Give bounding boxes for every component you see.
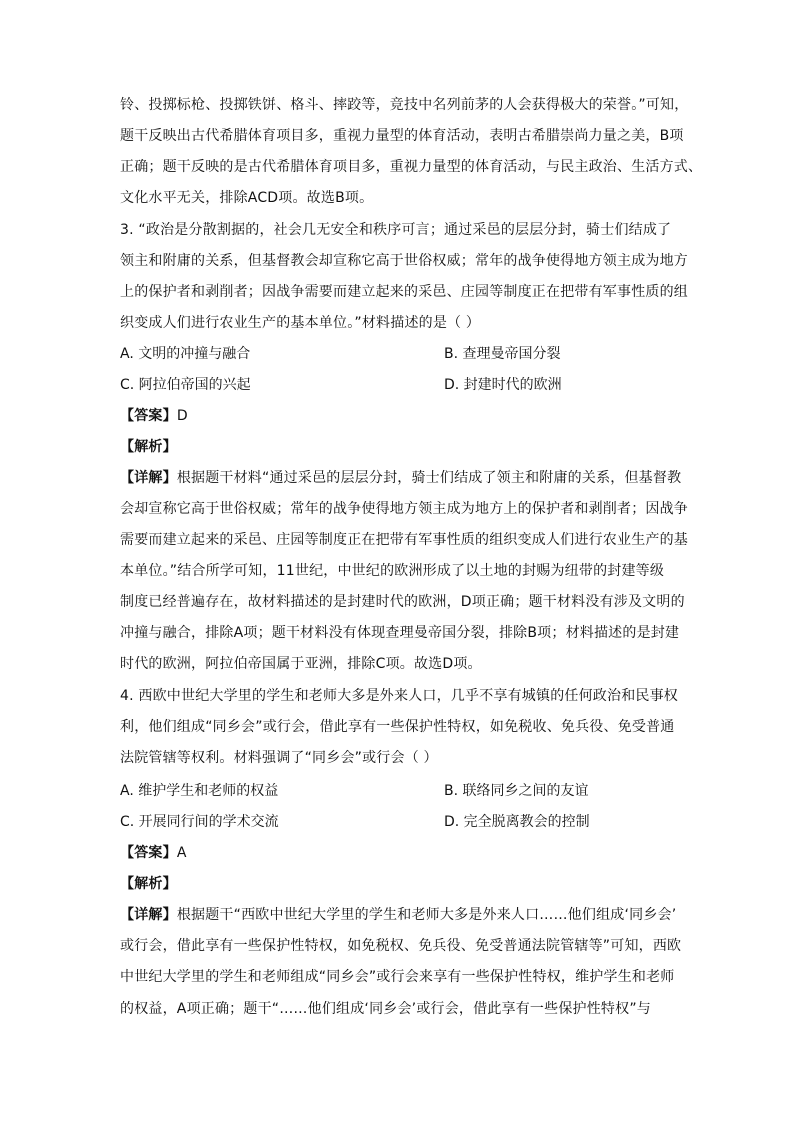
q3-detail-line: [120, 470, 680, 486]
q3-stem-line: 3. “政治是分散割据的，社会几无安全和秩序可言；通过采邑的层层分封，骑士们结成了: [120, 222, 672, 238]
answer-value: A: [176, 845, 187, 861]
detail-tag: 【详解】: [120, 907, 177, 923]
answer-value: D: [176, 408, 188, 424]
q3-detail-line: 时代的欧洲，阿拉伯帝国属于亚洲，排除C项。故选D项。: [120, 656, 482, 672]
intro-line: 题干反映出古代希腊体育项目多，重视力量型的体育活动，表明古希腊崇尚力量之美，B项: [120, 128, 684, 144]
analysis-tag: 【解析】: [120, 876, 177, 892]
q3-detail-line: 需要而建立起来的采邑、庄园等制度正在把带有军事性质的组织变成人们进行农业生产的基: [120, 532, 688, 548]
q4-detail-line: [120, 907, 680, 923]
q3-answer: [120, 408, 680, 424]
q3-analysis-heading: [120, 439, 680, 455]
q3-stem-line: 织变成人们进行农业生产的基本单位。”材料描述的是（ ）: [120, 315, 481, 331]
q3-detail-line: 会却宣称它高于世俗权威；常年的战争使得地方领主成为地方上的保护者和剥削者；因战争: [120, 501, 688, 517]
q4-option-b: B. 联络同乡之间的友谊: [444, 783, 589, 799]
q3-option-c: C. 阿拉伯帝国的兴起: [120, 377, 251, 393]
q3-option-b: B. 查理曼帝国分裂: [444, 346, 561, 362]
q3-detail-line: 制度已经普遍存在，故材料描述的是封建时代的欧洲，D项正确；题干材料没有涉及文明的: [120, 594, 685, 610]
q3-stem-line: 领主和附庸的关系，但基督教会却宣称它高于世俗权威；常年的战争使得地方领主成为地方: [120, 253, 688, 269]
q3-option-d: D. 封建时代的欧洲: [444, 377, 562, 393]
q4-stem-line: 法院管辖等权利。材料强调了“同乡会”或行会（ ）: [120, 750, 438, 766]
detail-text: 根据题干材料“通过采邑的层层分封，骑士们结成了领主和附庸的关系，但基督教: [176, 470, 682, 486]
q4-stem-line: 4. 西欧中世纪大学里的学生和老师大多是外来人口，几乎不享有城镇的任何政治和民事权: [120, 688, 679, 704]
q4-detail-line: 中世纪大学里的学生和老师组成“同乡会”或行会来享有一些保护性特权，维护学生和老师: [120, 969, 675, 985]
q4-detail-line: 的权益，A项正确；题干“……他们组成‘同乡会’或行会，借此享有一些保护性特权”与: [120, 1001, 651, 1017]
q3-option-a: A. 文明的冲撞与融合: [120, 346, 251, 362]
q4-stem-line: 利，他们组成“同乡会”或行会，借此享有一些保护性特权，如免税收、免兵役、免受普通: [120, 719, 675, 735]
q3-detail-line: 冲撞与融合，排除A项；题干材料没有体现查理曼帝国分裂，排除B项；材料描述的是封建: [120, 625, 680, 641]
q4-option-a: A. 维护学生和老师的权益: [120, 783, 279, 799]
q4-answer: [120, 845, 680, 861]
detail-text: 根据题干“西欧中世纪大学里的学生和老师大多是外来人口……他们组成‘同乡会’: [176, 907, 677, 923]
q4-detail-line: 或行会，借此享有一些保护性特权，如免税权、免兵役、免受普通法院管辖等”可知，西欧: [120, 938, 682, 954]
answer-tag: 【答案】: [120, 408, 177, 424]
intro-line: 铃、投掷标枪、投掷铁饼、格斗、摔跤等，竞技中名列前茅的人会获得极大的荣誉。”可知，: [120, 97, 689, 113]
analysis-tag: 【解析】: [120, 439, 177, 455]
q3-stem-line: 上的保护者和剥削者；因战争需要而建立起来的采邑、庄园等制度正在把带有军事性质的组: [120, 284, 688, 300]
q4-option-c: C. 开展同行间的学术交流: [120, 814, 279, 830]
intro-line: 文化水平无关，排除ACD项。故选B项。: [120, 190, 374, 206]
intro-line: 正确；题干反映的是古代希腊体育项目多，重视力量型的体育活动，与民主政治、生活方式、: [120, 159, 703, 175]
q4-option-d: D. 完全脱离教会的控制: [444, 814, 590, 830]
q4-analysis-heading: [120, 876, 680, 892]
detail-tag: 【详解】: [120, 470, 177, 486]
q3-detail-line: 本单位。”结合所学可知，11世纪，中世纪的欧洲形成了以土地的封赐为纽带的封建等级: [120, 563, 665, 579]
answer-tag: 【答案】: [120, 845, 177, 861]
